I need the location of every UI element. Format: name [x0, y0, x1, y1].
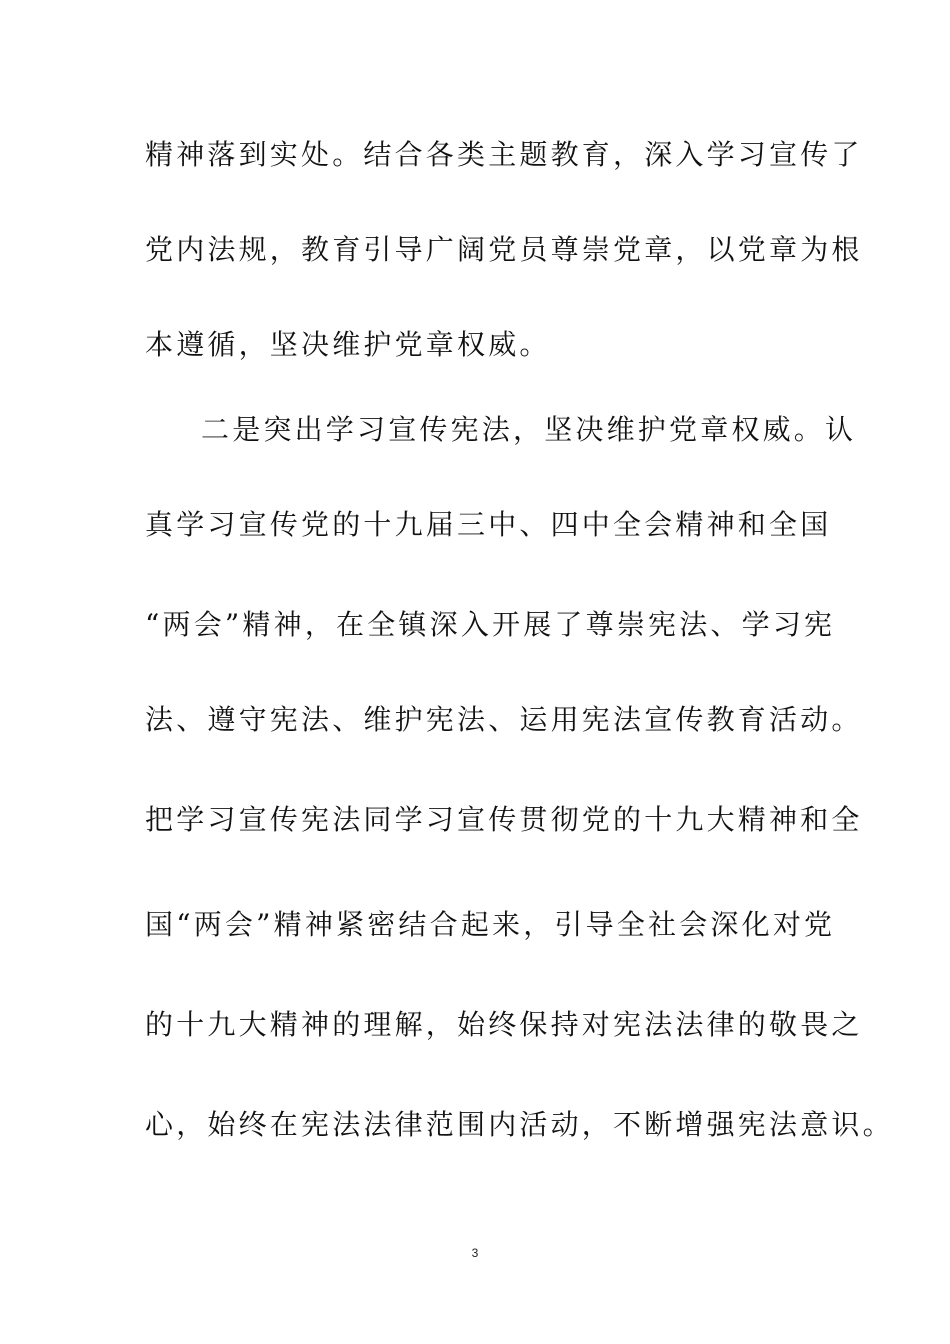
text-line-2: 党内法规，教育引导广阔党员尊崇党章，以党章为根: [145, 233, 863, 266]
text-line-6: “两会”精神，在全镇深入开展了尊崇宪法、学习宪: [145, 608, 836, 641]
text-line-11: 心，始终在宪法法律范围内活动，不断增强宪法意识。: [145, 1108, 894, 1141]
text-line-1: 精神落到实处。结合各类主题教育，深入学习宣传了: [145, 138, 863, 171]
text-line-5: 真学习宣传党的十九届三中、四中全会精神和全国: [145, 508, 832, 541]
text-line-8: 把学习宣传宪法同学习宣传贯彻党的十九大精神和全: [145, 803, 863, 836]
text-line-4: 二是突出学习宣传宪法，坚决维护党章权威。认: [201, 413, 857, 446]
text-line-10: 的十九大精神的理解，始终保持对宪法法律的敬畏之: [145, 1008, 863, 1041]
page-number: 3: [471, 1246, 479, 1260]
text-line-3: 本遵循，坚决维护党章权威。: [145, 328, 551, 361]
text-line-9: 国“两会”精神紧密结合起来，引导全社会深化对党: [145, 908, 836, 941]
text-line-7: 法、遵守宪法、维护宪法、运用宪法宣传教育活动。: [145, 703, 863, 736]
